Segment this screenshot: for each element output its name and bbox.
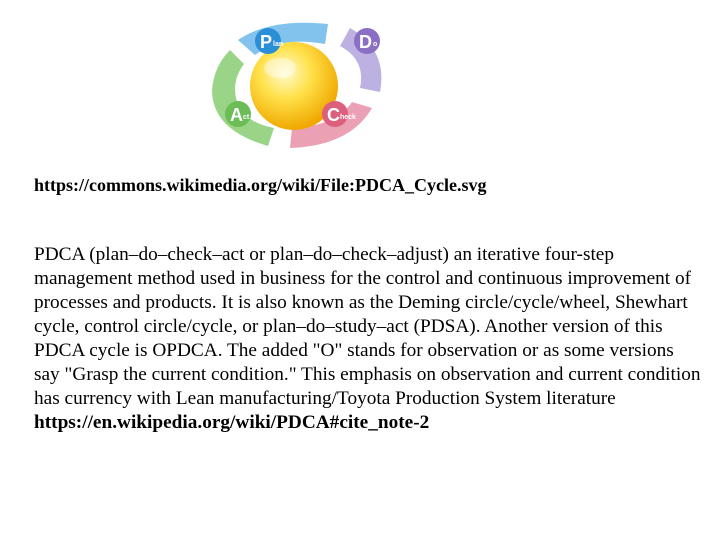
description-block <box>34 243 704 435</box>
act-badge <box>225 101 251 127</box>
plan-badge-rest: lan <box>273 41 284 48</box>
reference-link[interactable]: https://en.wikipedia.org/wiki/PDCA#cite_note-2 <box>34 412 430 433</box>
pdca-cycle-graphic <box>200 10 390 155</box>
check-badge-cap: C <box>327 105 340 125</box>
description-text: PDCA (plan–do–check–act or plan–do–check–adjust) an iterative four-step management method used in business for the control and continuous improvement of processes and products. It is also known as the Deming circle/cycle/wheel, Shewhart cycle, control circle/cycle, or plan–do–study–act (PDSA). Another version of this PDCA cycle is OPDCA. The added "O" stands for observation or as some versions say "Grasp the current condition." This emphasis on observation and current condition has currency with Lean manufacturing/Toyota Production System literature <box>34 244 701 409</box>
description-paragraph <box>34 243 704 435</box>
act-badge-rest: ct <box>243 114 250 121</box>
source-link[interactable]: https://commons.wikimedia.org/wiki/File:PDCA_Cycle.svg <box>34 175 487 195</box>
plan-badge-cap: P <box>260 32 273 52</box>
pdca-cycle-diagram <box>200 10 390 155</box>
check-badge-rest: heck <box>340 114 356 121</box>
act-badge-cap: A <box>230 105 243 125</box>
do-badge-rest: o <box>373 41 378 48</box>
do-badge-cap: D <box>359 32 372 52</box>
do-badge <box>354 28 380 54</box>
